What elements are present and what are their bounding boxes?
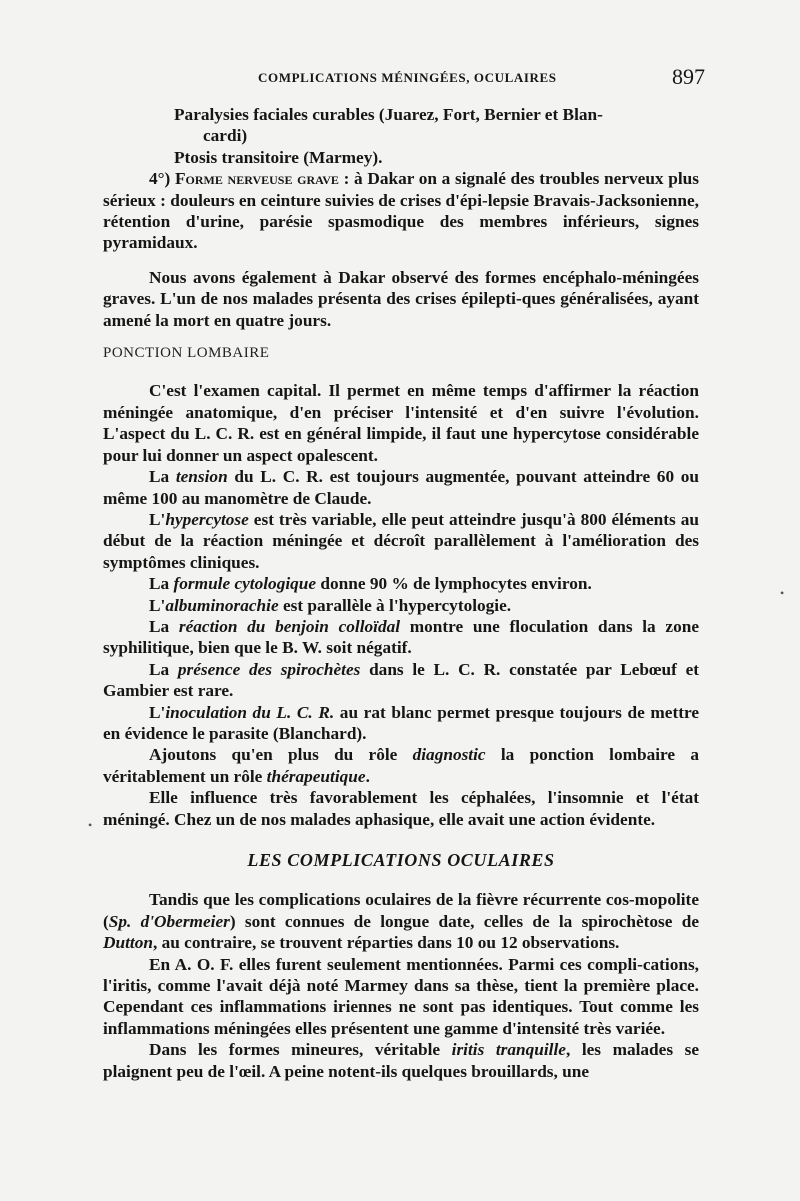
- margin-dot: •: [88, 818, 93, 832]
- paragraph-inoculation: L'inoculation du L. C. R. au rat blanc permet presque toujours de mettre en évidence le parasite (Blanchard).: [103, 702, 699, 743]
- paragraph-encephalo-meningeal: Nous avons également à Dakar observé des formes encéphalo-méningées graves. L'un de nos malades présenta des crises épilepti-ques généralisées, ayant amené la mort en quatre jours.: [103, 267, 699, 330]
- page-header: [0, 64, 800, 94]
- paragraph-aof-iritis: En A. O. F. elles furent seulement mentionnées. Parmi ces compli-cations, l'iritis, comme l'avait déjà noté Marmey dans sa thèse, tient la première place. Cependant ces inflammations iriennes ne sont pas identiques. Tout comme les inflammations méningées elles présentent une gamme d'intensité très variée.: [103, 954, 699, 1038]
- paragraph-severe-nervous-form: 4°) Forme nerveuse grave : à Dakar on a signalé des troubles nerveux plus sérieux : douleurs en ceinture suivies de crises d'épi-lepsie Bravais-Jacksonienne, rétention d'urine, parésie spasmodique des membres inférieurs, signes pyramidaux.: [103, 169, 699, 253]
- paragraph-influence: Elle influence très favorablement les céphalées, l'insomnie et l'état méningé. Chez un de nos malades aphasique, elle avait une action évidente.: [103, 788, 699, 829]
- paragraph-facial-paralysis: Paralysies faciales curables (Juarez, Fort, Bernier et Blan- cardi): [174, 105, 603, 146]
- paragraph-cytology-formula: La formule cytologique donne 90 % de lymphocytes environ.: [149, 574, 592, 594]
- margin-dot: •: [780, 586, 785, 600]
- body-text: [103, 104, 699, 1082]
- section-heading-lumbar-puncture: PONCTION LOMBAIRE: [103, 345, 270, 362]
- paragraph-hypercytose: L'hypercytose est très variable, elle peut atteindre jusqu'à 800 éléments au début de la réaction méningée et décroît parallèlement à l'amélioration des symptômes cliniques.: [103, 509, 699, 572]
- chapter-heading-ocular-complications: LES COMPLICATIONS OCULAIRES: [247, 850, 555, 870]
- paragraph-therapeutic-role: Ajoutons qu'en plus du rôle diagnostic la ponction lombaire a véritablement un rôle thérapeutique.: [103, 745, 699, 786]
- paragraph-tension: La tension du L. C. R. est toujours augmentée, pouvant atteindre 60 ou même 100 au manomètre de Claude.: [103, 467, 699, 508]
- paragraph-ptosis: Ptosis transitoire (Marmey).: [174, 147, 383, 167]
- paragraph-exam-capital: C'est l'examen capital. Il permet en même temps d'affirmer la réaction méningée anatomique, d'en préciser l'intensité et d'en suivre l'évolution. L'aspect du L. C. R. est en général limpide, il faut une hypercytose considérable pour lui donner un aspect opalescent.: [103, 381, 699, 465]
- paragraph-minor-forms: Dans les formes mineures, véritable iritis tranquille, les malades se plaignent peu de l'œil. A peine notent-ils quelques brouillards, une: [103, 1040, 699, 1081]
- paragraph-albuminorachie: L'albuminorachie est parallèle à l'hypercytologie.: [149, 595, 512, 615]
- page-number: 897: [672, 64, 705, 89]
- paragraph-ocular-intro: Tandis que les complications oculaires de la fièvre récurrente cos-mopolite (Sp. d'Obermeier) sont connues de longue date, celles de la spirochètose de Dutton, au contraire, se trouvent réparties dans 10 ou 12 observations.: [103, 890, 699, 953]
- paragraph-spirochetes: La présence des spirochètes dans le L. C. R. constatée par Lebœuf et Gambier est rare.: [103, 659, 699, 701]
- running-title: COMPLICATIONS MÉNINGÉES, OCULAIRES: [258, 70, 557, 85]
- paragraph-benzoin-reaction: La réaction du benjoin colloïdal montre une floculation dans la zone syphilitique, bien que le B. W. soit négatif.: [103, 616, 699, 658]
